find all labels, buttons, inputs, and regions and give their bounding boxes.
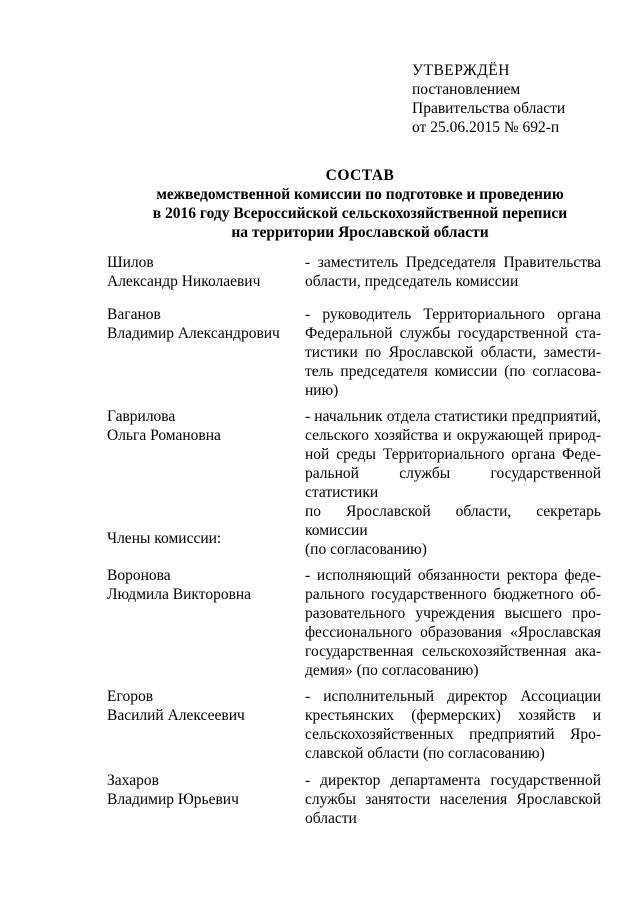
member-name: [107, 253, 302, 291]
role-line: по Ярославской области, секретарь комиссии: [305, 503, 601, 539]
role-line: Федеральной службы государственной ста-: [305, 325, 601, 342]
member-surname: Гаврилова: [107, 408, 176, 425]
role-line: ральной службы государственной статистики: [305, 465, 601, 501]
role-line: фессионального образования «Ярославская: [305, 624, 601, 641]
title-main: СОСТАВ: [325, 167, 395, 184]
member-surname: Воронова: [107, 567, 171, 584]
role-line: - начальник отдела статистики предприятий,: [305, 408, 601, 425]
role-line: области, председатель комиссии: [305, 273, 519, 290]
member-given-name: Владимир Юрьевич: [107, 791, 239, 808]
role-line: крестьянских (фермерских) хозяйств и: [305, 707, 601, 724]
approval-stamp: [412, 61, 612, 137]
role-line: тистики по Ярославской области, замести-: [305, 344, 601, 361]
role-line: разовательного учреждения высшего про-: [305, 605, 601, 622]
role-line: сельскохозяйственных предприятий Яро-: [305, 726, 601, 743]
member-surname: Ваганов: [107, 306, 161, 323]
members-section-label: Члены комиссии:: [107, 530, 222, 547]
member-name: [107, 687, 302, 725]
role-line: - руководитель Территориального органа: [305, 306, 601, 323]
member-surname: Захаров: [107, 772, 159, 789]
member-role: [305, 687, 601, 763]
role-line: - заместитель Председателя Правительства: [305, 254, 601, 271]
member-role: [305, 253, 601, 291]
member-name: [107, 305, 302, 343]
approval-line: Правительства области: [412, 100, 566, 117]
role-line: тель председателя комиссии (по согласова-: [305, 363, 601, 380]
role-line: - исполнительный директор Ассоциации: [305, 688, 601, 705]
approval-line: постановлением: [412, 81, 521, 98]
member-given-name: Василий Алексеевич: [107, 707, 245, 724]
title-line: на территории Ярославской области: [231, 224, 489, 241]
role-line: - директор департамента государственной: [305, 772, 601, 789]
member-role: [305, 566, 601, 680]
role-line: области: [305, 810, 357, 827]
member-given-name: Людмила Викторовна: [107, 586, 252, 603]
approval-line: от 25.06.2015 № 692-п: [412, 119, 560, 136]
role-line: (по согласованию): [305, 541, 427, 558]
role-line: славской области (по согласованию): [305, 745, 545, 762]
role-line: службы занятости населения Ярославской: [305, 791, 601, 808]
title-line: межведомственной комиссии по подготовке и проведению: [156, 186, 564, 203]
role-line: рального государственного бюджетного об-: [305, 586, 601, 603]
member-role: [305, 305, 601, 400]
member-role: [305, 407, 601, 559]
member-given-name: Александр Николаевич: [107, 273, 261, 290]
approval-heading: УТВЕРЖДЁН: [412, 62, 510, 79]
member-given-name: Владимир Александрович: [107, 325, 280, 342]
member-surname: Егоров: [107, 688, 154, 705]
member-name: [107, 771, 302, 809]
role-line: нию): [305, 382, 339, 399]
title-line: в 2016 году Всероссийской сельскохозяйственной переписи: [152, 205, 568, 222]
member-name: [107, 407, 302, 445]
role-line: - исполняющий обязанности ректора феде-: [305, 567, 601, 584]
role-line: государственная сельскохозяйственная ака-: [305, 643, 601, 660]
member-role: [305, 771, 601, 828]
document-title: [100, 166, 620, 242]
member-surname: Шилов: [107, 254, 154, 271]
role-line: ной среды Территориального органа Феде-: [305, 446, 601, 463]
role-line: сельского хозяйства и окружающей природ-: [305, 427, 601, 444]
member-name: [107, 566, 302, 604]
member-given-name: Ольга Романовна: [107, 427, 221, 444]
role-line: демия» (по согласованию): [305, 662, 479, 679]
